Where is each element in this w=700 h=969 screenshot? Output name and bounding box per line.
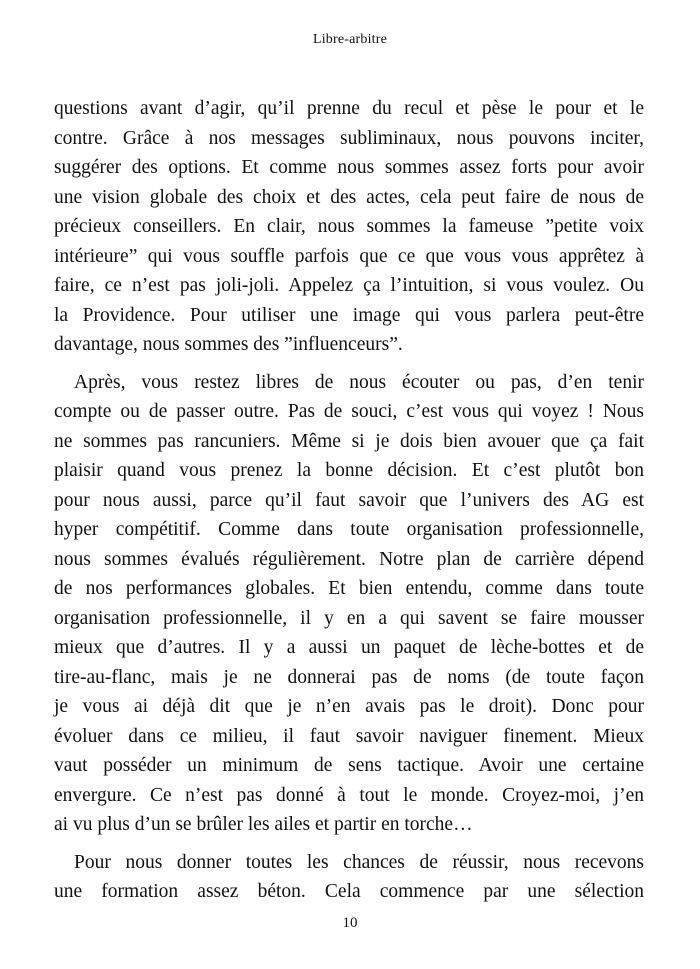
page-body (54, 94, 644, 907)
running-title: Libre-arbitre (312, 32, 388, 47)
text-line: précieux conseillers. En clair, nous sommes la fameuse ”petite voix (54, 216, 644, 237)
text-line: davantage, nous sommes des ”influenceurs”. (54, 334, 403, 355)
text-line: évoluer dans ce milieu, il faut savoir naviguer finement. Mieux (54, 725, 644, 747)
text-line: vaut posséder un minimum de sens tactique. Avoir une certaine (54, 755, 644, 776)
text-line: envergure. Ce n’est pas donné à tout le monde. Croyez-moi, j’en (54, 784, 644, 806)
text-line: tire-au-flanc, mais je ne donnerai pas de noms (de toute façon (54, 666, 644, 688)
text-line: de nos performances globales. Et bien entendu, comme dans toute (54, 578, 644, 599)
text-line: une formation assez béton. Cela commence par une sélection (54, 881, 644, 902)
text-line: pour nous aussi, parce qu’il faut savoir que l’univers des AG est (54, 489, 644, 511)
text-line: ai vu plus d’un se brûler les ailes et partir en torche… (54, 814, 473, 835)
paragraph-3 (54, 848, 644, 907)
text-line: organisation professionnelle, il y en a qui savent se faire mousser (54, 607, 644, 629)
text-line: suggérer des options. Et comme nous sommes assez forts pour avoir (54, 157, 644, 178)
text-line: je vous ai déjà dit que je n’en avais pas le droit). Donc pour (54, 696, 644, 717)
text-line: intérieure” qui vous souffle parfois que ce que vous vous apprêtez à (54, 245, 644, 267)
text-line: ne sommes pas rancuniers. Même si je dois bien avouer que ça fait (54, 430, 644, 452)
paragraph-2 (54, 368, 644, 840)
text-line: Après, vous restez libres de nous écouter ou pas, d’en tenir (74, 371, 644, 393)
text-line: hyper compétitif. Comme dans toute organisation professionnelle, (54, 519, 644, 540)
text-line: Pour nous donner toutes les chances de réussir, nous recevons (74, 851, 644, 873)
text-line: contre. Grâce à nos messages subliminaux, nous pouvons inciter, (54, 127, 644, 149)
text-line: plaisir quand vous prenez la bonne décision. Et c’est plutôt bon (54, 460, 644, 481)
paragraph-1 (54, 94, 644, 360)
text-line: la Providence. Pour utiliser une image qui vous parlera peut-être (54, 304, 644, 326)
text-line: mieux que d’autres. Il y a aussi un paquet de lèche-bottes et de (54, 637, 644, 658)
text-line: faire, ce n’est pas joli-joli. Appelez ça l’intuition, si vous voulez. Ou (54, 275, 644, 296)
text-line: nous sommes évalués régulièrement. Notre plan de carrière dépend (54, 548, 644, 570)
text-line: compte ou de passer outre. Pas de souci, c’est vous qui voyez ! Nous (54, 401, 644, 422)
text-line: une vision globale des choix et des actes, cela peut faire de nous de (54, 186, 644, 208)
text-line: questions avant d’agir, qu’il prenne du recul et pèse le pour et le (54, 98, 644, 119)
page-number: 10 (342, 915, 358, 931)
